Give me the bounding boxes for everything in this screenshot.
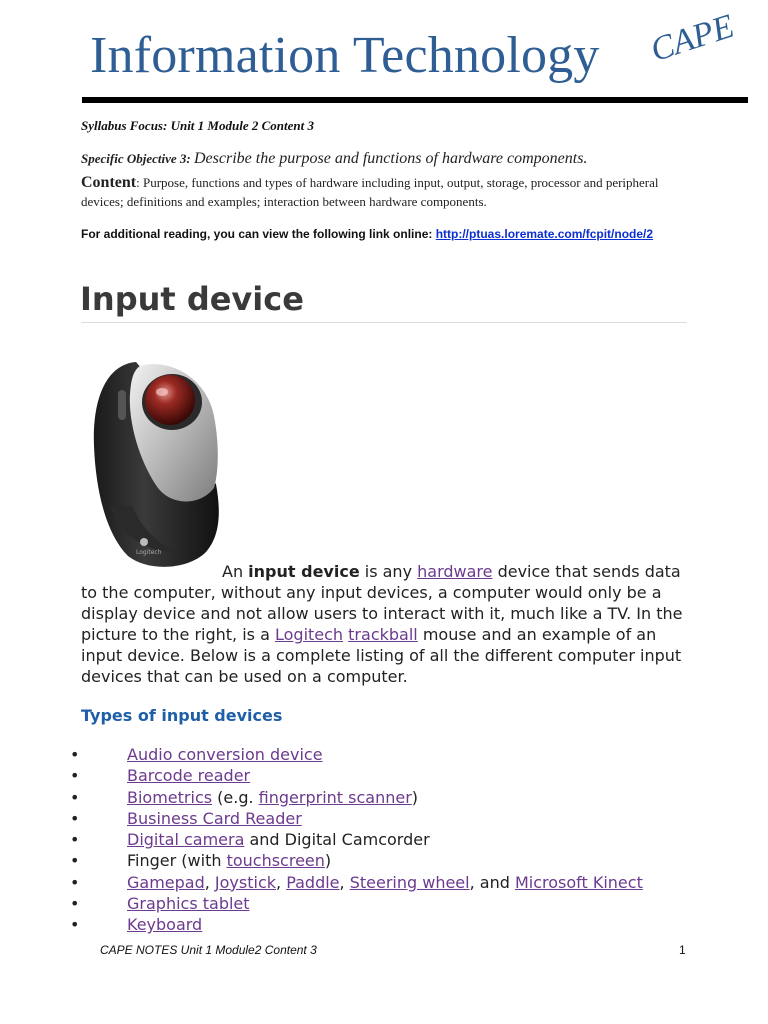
content-label: Content bbox=[81, 174, 137, 191]
list-item bbox=[70, 829, 710, 850]
objective-label: Specific Objective 3: bbox=[81, 151, 191, 166]
list-text: ) bbox=[411, 787, 419, 807]
steering-wheel-link[interactable]: Steering wheel bbox=[349, 872, 470, 892]
audio-conversion-link[interactable]: Audio conversion device bbox=[127, 745, 323, 764]
reading-link[interactable]: http://ptuas.loremate.com/fcpit/node/2 bbox=[435, 227, 654, 241]
reading-text: For additional reading, you can view the following link online: bbox=[81, 227, 436, 241]
paddle-link[interactable]: Paddle bbox=[286, 872, 340, 892]
bullet: • bbox=[70, 894, 80, 914]
content-description bbox=[81, 173, 701, 211]
page-number: 1 bbox=[679, 943, 686, 957]
page-title: Information Technology bbox=[90, 27, 600, 84]
list-item bbox=[70, 787, 710, 808]
list-text: , and bbox=[469, 872, 515, 892]
section-divider bbox=[81, 322, 687, 323]
keyboard-link[interactable]: Keyboard bbox=[127, 915, 203, 935]
para-text: An bbox=[222, 562, 249, 581]
types-heading: Types of input devices bbox=[81, 706, 283, 725]
list-text: , bbox=[276, 872, 287, 892]
input-device-list bbox=[70, 744, 710, 936]
logitech-link[interactable]: Logitech bbox=[274, 625, 344, 644]
hardware-link[interactable]: hardware bbox=[417, 562, 493, 581]
bullet: • bbox=[70, 830, 80, 850]
joystick-link[interactable]: Joystick bbox=[214, 872, 277, 892]
page-footer: CAPE NOTES Unit 1 Module2 Content 3 bbox=[100, 943, 317, 957]
para-text: is any bbox=[359, 562, 418, 581]
bullet: • bbox=[70, 745, 80, 764]
syllabus-focus: Syllabus Focus: Unit 1 Module 2 Content 3 bbox=[81, 118, 314, 133]
gamepad-link[interactable]: Gamepad bbox=[127, 872, 205, 892]
input-device-paragraph bbox=[81, 561, 691, 687]
list-item bbox=[70, 808, 710, 829]
section-heading: Input device bbox=[80, 280, 304, 318]
list-text: ) bbox=[324, 851, 332, 871]
digital-camera-link[interactable]: Digital camera bbox=[127, 830, 245, 850]
list-item bbox=[70, 765, 710, 786]
list-text: , bbox=[204, 872, 215, 892]
list-item bbox=[70, 872, 710, 893]
para-term: input device bbox=[248, 562, 360, 581]
cape-badge: CAPE bbox=[646, 7, 739, 70]
list-text: , bbox=[339, 872, 350, 892]
bullet: • bbox=[70, 787, 80, 807]
trackball-link[interactable]: trackball bbox=[348, 625, 418, 644]
specific-objective bbox=[81, 150, 701, 168]
additional-reading bbox=[81, 227, 653, 241]
trackball-mouse-image bbox=[88, 356, 223, 574]
list-text: (e.g. bbox=[212, 787, 259, 807]
bullet: • bbox=[70, 808, 80, 828]
list-item bbox=[70, 850, 710, 871]
list-text: Finger (with bbox=[127, 851, 227, 871]
header-divider bbox=[82, 97, 748, 103]
list-text: and Digital Camcorder bbox=[244, 830, 430, 850]
image-brand-text: Logitech bbox=[136, 549, 162, 556]
para-text: device that sends data to the computer, without any input devices, a computer would only be a display device and not allow users to interact with it, much like a TV. In the picture to the right, is a bbox=[81, 562, 683, 644]
list-item bbox=[70, 744, 710, 765]
list-item bbox=[70, 893, 710, 914]
barcode-reader-link[interactable]: Barcode reader bbox=[127, 766, 251, 786]
bullet: • bbox=[70, 851, 80, 871]
objective-text: Describe the purpose and functions of hardware components. bbox=[193, 150, 588, 167]
bullet: • bbox=[70, 872, 80, 892]
touchscreen-link[interactable]: touchscreen bbox=[226, 851, 325, 871]
list-item bbox=[70, 914, 710, 935]
business-card-reader-link[interactable]: Business Card Reader bbox=[127, 808, 302, 828]
biometrics-link[interactable]: Biometrics bbox=[127, 787, 213, 807]
microsoft-kinect-link[interactable]: Microsoft Kinect bbox=[514, 872, 643, 892]
bullet: • bbox=[70, 766, 80, 786]
fingerprint-scanner-link[interactable]: fingerprint scanner bbox=[258, 787, 412, 807]
para-text: mouse and an example of an input device. Below is a complete listing of all the different computer input devices that can be used on a computer. bbox=[81, 625, 682, 686]
content-text: : Purpose, functions and types of hardware including input, output, storage, processor and peripheral devices; definitions and examples; interaction between hardware components. bbox=[81, 175, 659, 209]
bullet: • bbox=[70, 915, 80, 935]
graphics-tablet-link[interactable]: Graphics tablet bbox=[127, 894, 250, 914]
